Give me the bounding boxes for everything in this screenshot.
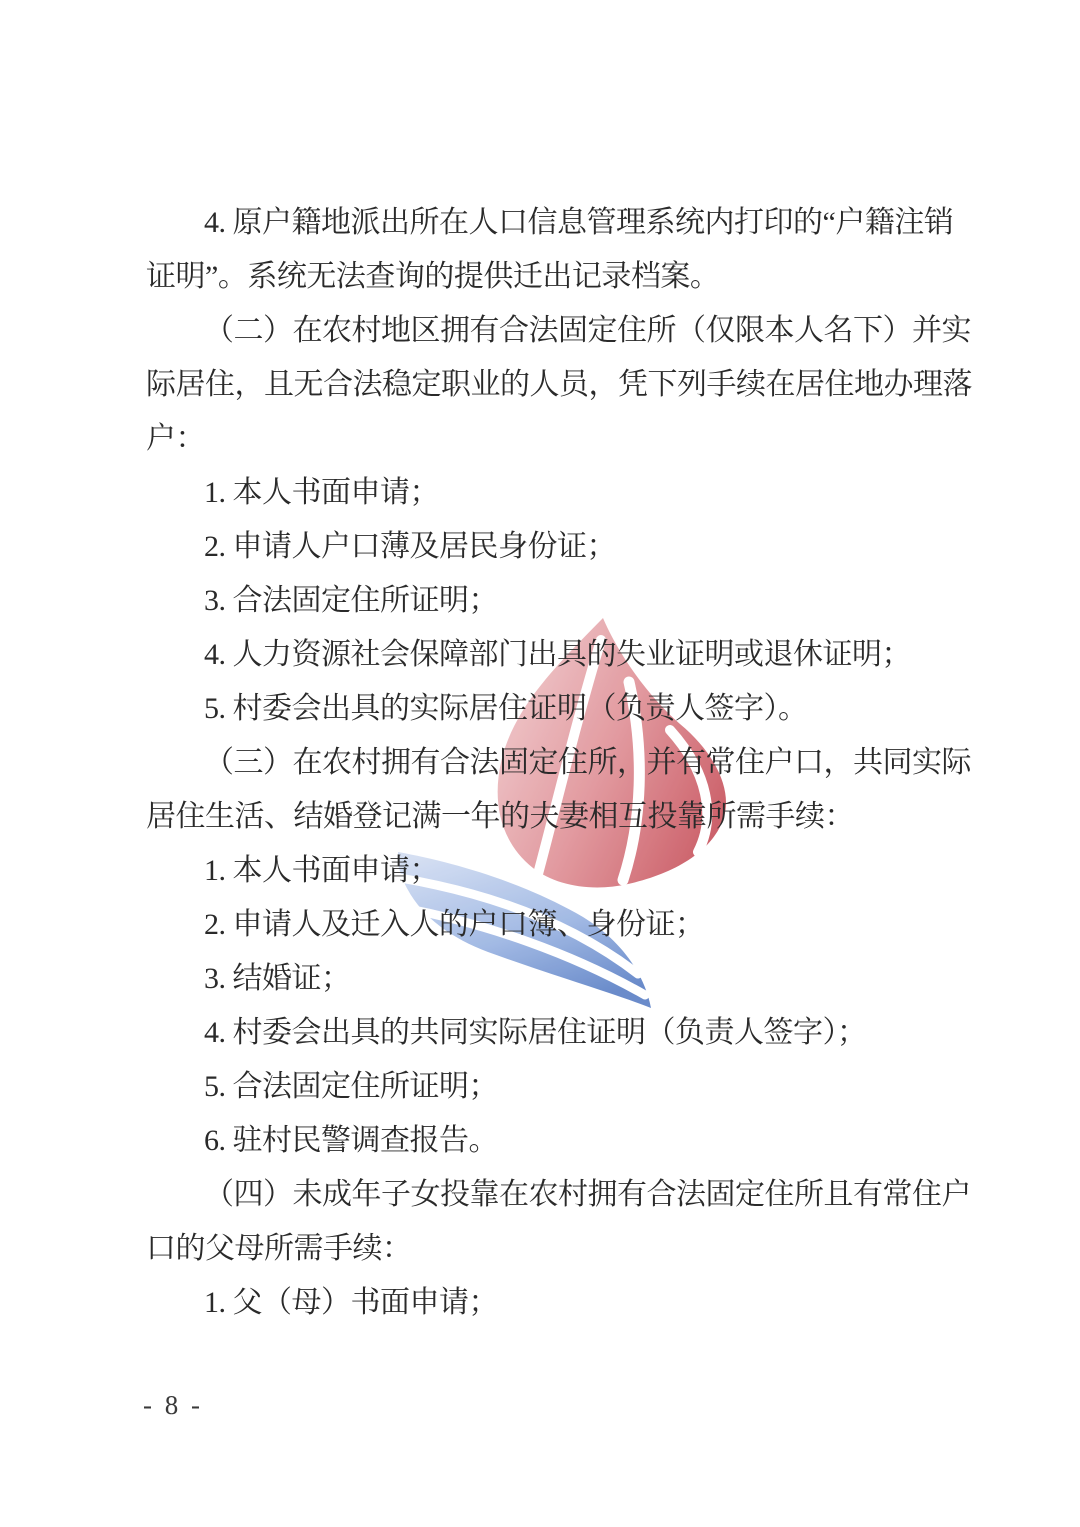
- text-line: 2. 申请人及迁入人的户口簿、身份证；: [204, 908, 705, 941]
- text-line: （三）在农村拥有合法固定住所，并有常住户口，共同实际: [204, 746, 971, 779]
- document-body: [146, 196, 986, 1330]
- text-line: 证明”。系统无法查询的提供迁出记录档案。: [146, 260, 720, 293]
- text-line: 5. 村委会出具的实际居住证明（负责人签字）。: [204, 692, 808, 725]
- text-line: 6. 驻村民警调查报告。: [204, 1124, 498, 1157]
- text-line: 户：: [146, 422, 205, 455]
- text-line: （二）在农村地区拥有合法固定住所（仅限本人名下）并实: [204, 314, 971, 347]
- text-line: 1. 本人书面申请；: [204, 476, 439, 509]
- text-line: 3. 结婚证；: [204, 962, 351, 995]
- text-line: 5. 合法固定住所证明；: [204, 1070, 498, 1103]
- page-number: - 8 -: [143, 1390, 203, 1420]
- text-line: 口的父母所需手续：: [146, 1232, 412, 1265]
- text-line: 4. 原户籍地派出所在人口信息管理系统内打印的“户籍注销: [204, 206, 954, 239]
- text-line: 1. 本人书面申请；: [204, 854, 439, 887]
- text-line: 4. 人力资源社会保障部门出具的失业证明或退休证明；: [204, 638, 911, 671]
- text-line: 4. 村委会出具的共同实际居住证明（负责人签字）；: [204, 1016, 867, 1049]
- text-line: 际居住，且无合法稳定职业的人员，凭下列手续在居住地办理落: [146, 368, 972, 401]
- text-line: 居住生活、结婚登记满一年的夫妻相互投靠所需手续：: [146, 800, 854, 833]
- text-line: 3. 合法固定住所证明；: [204, 584, 498, 617]
- text-line: （四）未成年子女投靠在农村拥有合法固定住所且有常住户: [204, 1178, 971, 1211]
- text-line: 2. 申请人户口薄及居民身份证；: [204, 530, 616, 563]
- text-line: 1. 父（母）书面申请；: [204, 1286, 498, 1319]
